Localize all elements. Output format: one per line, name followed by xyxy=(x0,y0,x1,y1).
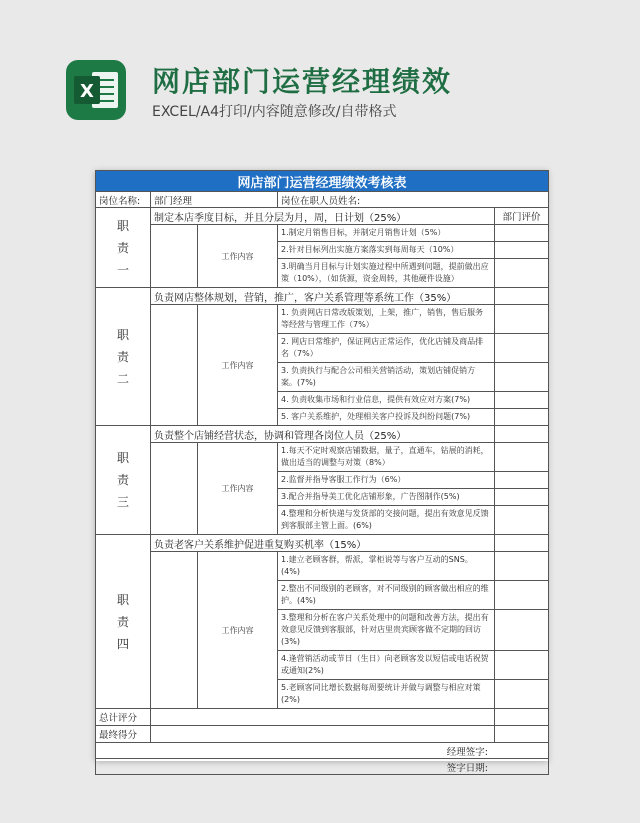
total-score-eval[interactable] xyxy=(495,709,549,726)
responsibility-label: 职 责 三 xyxy=(96,426,151,535)
document-sheet xyxy=(95,170,548,774)
total-score-value[interactable] xyxy=(151,709,495,726)
responsibility-label: 职 责 四 xyxy=(96,535,151,709)
responsibility-heading: 负责网店整体规划，营销，推广，客户关系管理等系统工作（35%） xyxy=(151,288,495,305)
item-eval-cell[interactable] xyxy=(495,680,549,709)
position-value[interactable]: 部门经理 xyxy=(151,192,278,208)
page-title: 网店部门运营经理绩效 xyxy=(152,65,453,98)
work-item: 3. 负责执行与配合公司相关营销活动，策划店铺促销方案。(7%) xyxy=(278,363,495,392)
work-item: 1.每天不定时观察店铺数据，量子，直通车，钻展的消耗，做出适当的调整与对策（8%） xyxy=(278,443,495,472)
final-score-label: 最终得分 xyxy=(96,726,151,743)
work-item: 3.整理和分析在客户关系处理中的问题和改善方法，提出有效意见反馈到客服部，针对店里贵宾顾客做不定期的回访(3%) xyxy=(278,610,495,651)
work-item: 5.老顾客同比增长数据每周要统计并做与调整与相应对策(2%) xyxy=(278,680,495,709)
item-eval-cell[interactable] xyxy=(495,363,549,392)
item-eval-cell[interactable] xyxy=(495,305,549,334)
responsibility-label: 职 责 二 xyxy=(96,288,151,426)
total-score-label: 总计评分 xyxy=(96,709,151,726)
responsibility-heading: 制定本店季度目标，并且分层为月，周，日计划（25%） xyxy=(151,208,495,225)
work-item: 5. 客户关系维护，处理相关客户投诉及纠纷问题(7%) xyxy=(278,409,495,426)
work-item: 3.明确当月目标与计划实施过程中所遇到问题，提前做出应策（10%），（如货源，资金周转，其他硬件设施） xyxy=(278,259,495,288)
work-item: 4. 负责收集市场和行业信息，提供有效应对方案(7%) xyxy=(278,392,495,409)
form-title: 网店部门运营经理绩效考核表 xyxy=(96,171,549,192)
work-item: 4.逢营销活动或节日（生日）向老顾客发以短信或电话祝贺或通知(2%) xyxy=(278,651,495,680)
svg-text:X: X xyxy=(80,81,94,102)
work-item: 4.整理和分析快递与发货部的交接问题，提出有效意见反馈到客服部主管上面。(6%) xyxy=(278,506,495,535)
item-eval-cell[interactable] xyxy=(495,506,549,535)
dept-eval-cell[interactable] xyxy=(495,426,549,443)
item-eval-cell[interactable] xyxy=(495,472,549,489)
item-eval-cell[interactable] xyxy=(495,651,549,680)
item-eval-cell[interactable] xyxy=(495,334,549,363)
item-eval-cell[interactable] xyxy=(495,489,549,506)
spacer-cell xyxy=(151,443,198,535)
work-item: 3.配合并指导美工优化店铺形象，广告图制作(5%) xyxy=(278,489,495,506)
excel-icon xyxy=(64,58,128,122)
work-item: 2.整出不同级别的老顾客，对不同级别的顾客做出相应的维护。(4%) xyxy=(278,581,495,610)
item-eval-cell[interactable] xyxy=(495,242,549,259)
item-eval-cell[interactable] xyxy=(495,392,549,409)
work-content-label: 工作内容 xyxy=(198,305,278,426)
spacer-cell xyxy=(151,305,198,426)
responsibility-heading: 负责整个店铺经营状态，协调和管理各岗位人员（25%） xyxy=(151,426,495,443)
responsibility-heading: 负责老客户关系维护促进重复购买机率（15%） xyxy=(151,535,495,552)
work-item: 2.针对目标列出实施方案落实到每周每天（10%） xyxy=(278,242,495,259)
evaluation-table xyxy=(95,170,549,775)
dept-eval-header[interactable]: 部门评价 xyxy=(495,208,549,225)
item-eval-cell[interactable] xyxy=(495,259,549,288)
work-content-label: 工作内容 xyxy=(198,443,278,535)
spacer-cell xyxy=(151,225,198,288)
item-eval-cell[interactable] xyxy=(495,225,549,242)
responsibility-label: 职 责 一 xyxy=(96,208,151,288)
work-item: 2. 网店日常维护，保证网店正常运作，优化店铺及商品排名（7%） xyxy=(278,334,495,363)
manager-sign-label[interactable]: 经理签字: xyxy=(96,743,549,759)
work-content-label: 工作内容 xyxy=(198,552,278,709)
work-item: 1. 负责网店日常改版策划，上架，推广，销售，售后服务等经营与管理工作（7%） xyxy=(278,305,495,334)
page-subtitle: EXCEL/A4打印/内容随意修改/自带格式 xyxy=(152,104,397,120)
work-content-label: 工作内容 xyxy=(198,225,278,288)
spacer-cell xyxy=(151,552,198,709)
final-score-value[interactable] xyxy=(151,726,495,743)
item-eval-cell[interactable] xyxy=(495,443,549,472)
work-item: 1.建立老顾客群，帮派，掌柜说等与客户互动的SNS。(4%) xyxy=(278,552,495,581)
work-item: 1.制定月销售目标，并制定月销售计划（5%） xyxy=(278,225,495,242)
position-label: 岗位名称: xyxy=(96,192,151,208)
item-eval-cell[interactable] xyxy=(495,610,549,651)
work-item: 2.监督并指导客服工作行为（6%） xyxy=(278,472,495,489)
item-eval-cell[interactable] xyxy=(495,409,549,426)
dept-eval-cell[interactable] xyxy=(495,288,549,305)
incumbent-label: 岗位在职人员姓名: xyxy=(278,192,549,208)
final-score-eval[interactable] xyxy=(495,726,549,743)
sign-date-label[interactable]: 签字日期: xyxy=(96,759,549,775)
item-eval-cell[interactable] xyxy=(495,581,549,610)
dept-eval-cell[interactable] xyxy=(495,535,549,552)
item-eval-cell[interactable] xyxy=(495,552,549,581)
